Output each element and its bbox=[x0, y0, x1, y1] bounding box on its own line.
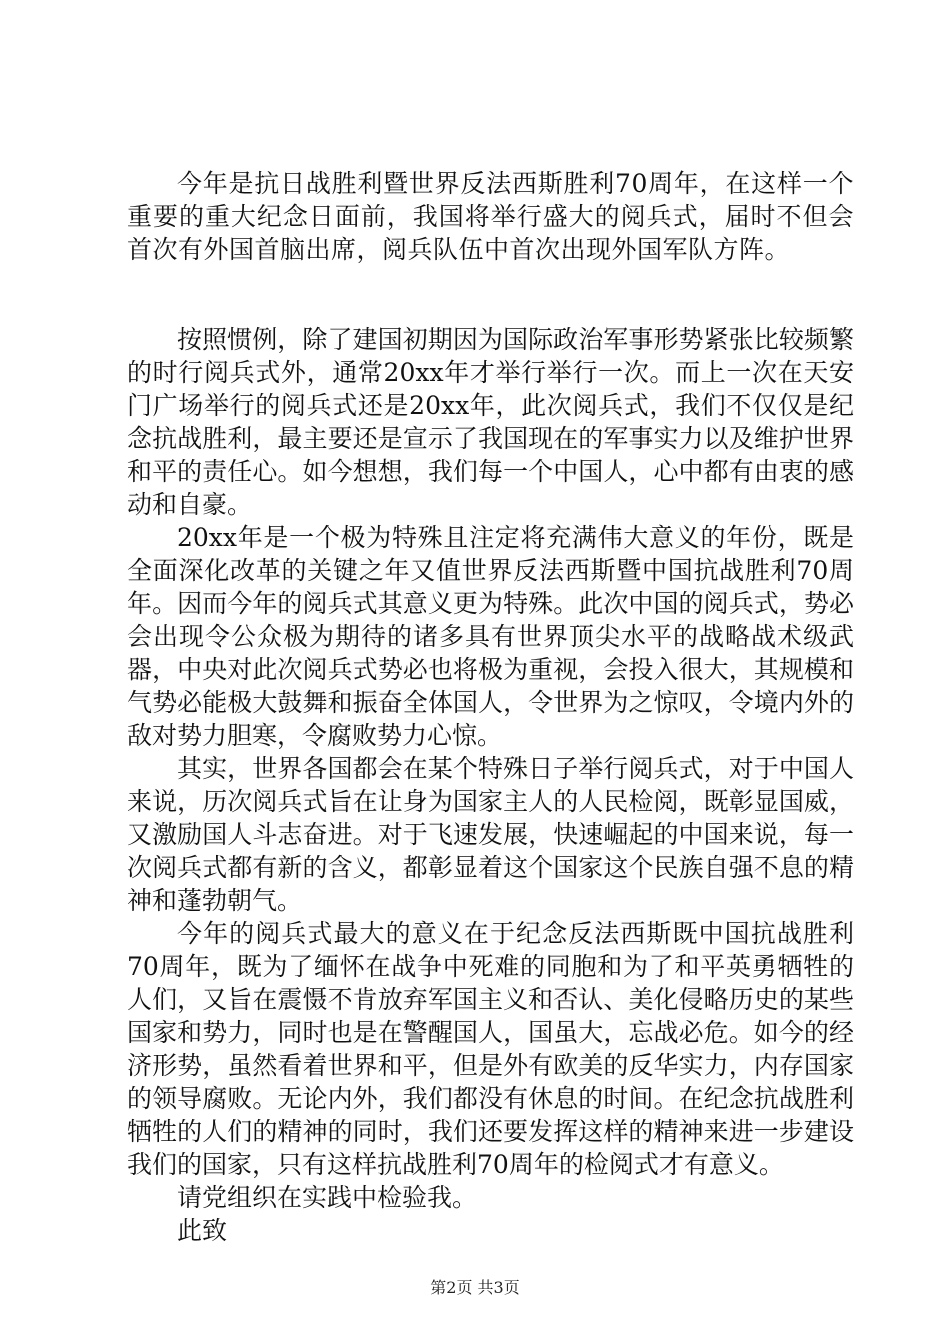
page-footer: 第2页 共3页 bbox=[430, 1278, 520, 1297]
closing-salutation: 此致 bbox=[177, 1216, 228, 1245]
document-body bbox=[127, 167, 854, 1247]
paragraph-2: 按照惯例，除了建国初期因为国际政治军事形势紧张比较频繁的时行阅兵式外，通常20xx年才举行举行一次。而上一次在天安门广场举行的阅兵式还是20xx年，此次阅兵式，我们不仅仅是纪念抗战胜利，最主要还是宣示了我国现在的军事实力以及维护世界和平的责任心。如今想想，我们每一个中国人，心中都有由衷的感动和自豪。 bbox=[127, 325, 854, 519]
paragraph-5: 今年的阅兵式最大的意义在于纪念反法西斯既中国抗战胜利70周年，既为了缅怀在战争中死难的同胞和为了和平英勇牺牲的人们，又旨在震慑不肯放弃军国主义和否认、美化侵略历史的某些国家和势力，同时也是在警醒国人，国虽大，忘战必危。如今的经济形势，虽然看着世界和平，但是外有欧美的反华实力，内存国家的领导腐败。无论内外，我们都没有休息的时间。在纪念抗战胜利牺牲的人们的精神的同时，我们还要发挥这样的精神来进一步建设我们的国家，只有这样抗战胜利70周年的检阅式才有意义。 bbox=[127, 919, 854, 1179]
paragraph-1: 今年是抗日战胜利暨世界反法西斯胜利70周年，在这样一个重要的重大纪念日面前，我国将举行盛大的阅兵式，届时不但会首次有外国首脑出席，阅兵队伍中首次出现外国军队方阵。 bbox=[127, 169, 854, 264]
paragraph-spacer bbox=[127, 266, 854, 323]
paragraph-3: 20xx年是一个极为特殊且注定将充满伟大意义的年份，既是全面深化改革的关键之年又值世界反法西斯暨中国抗战胜利70周年。因而今年的阅兵式其意义更为特殊。此次中国的阅兵式，势必会出现令公众极为期待的诸多具有世界顶尖水平的战略战术级武器，中央对此次阅兵式势必也将极为重视，会投入很大，其规模和气势必能极大鼓舞和振奋全体国人，令世界为之惊叹，令境内外的敌对势力胆寒，令腐败势力心惊。 bbox=[127, 523, 854, 750]
paragraph-4: 其实，世界各国都会在某个特殊日子举行阅兵式，对于中国人来说，历次阅兵式旨在让身为国家主人的人民检阅，既彰显国威，又激励国人斗志奋进。对于飞速发展，快速崛起的中国来说，每一次阅兵式都有新的含义，都彰显着这个国家这个民族自强不息的精神和蓬勃朝气。 bbox=[127, 754, 854, 915]
paragraph-6: 请党组织在实践中检验我。 bbox=[177, 1183, 478, 1212]
